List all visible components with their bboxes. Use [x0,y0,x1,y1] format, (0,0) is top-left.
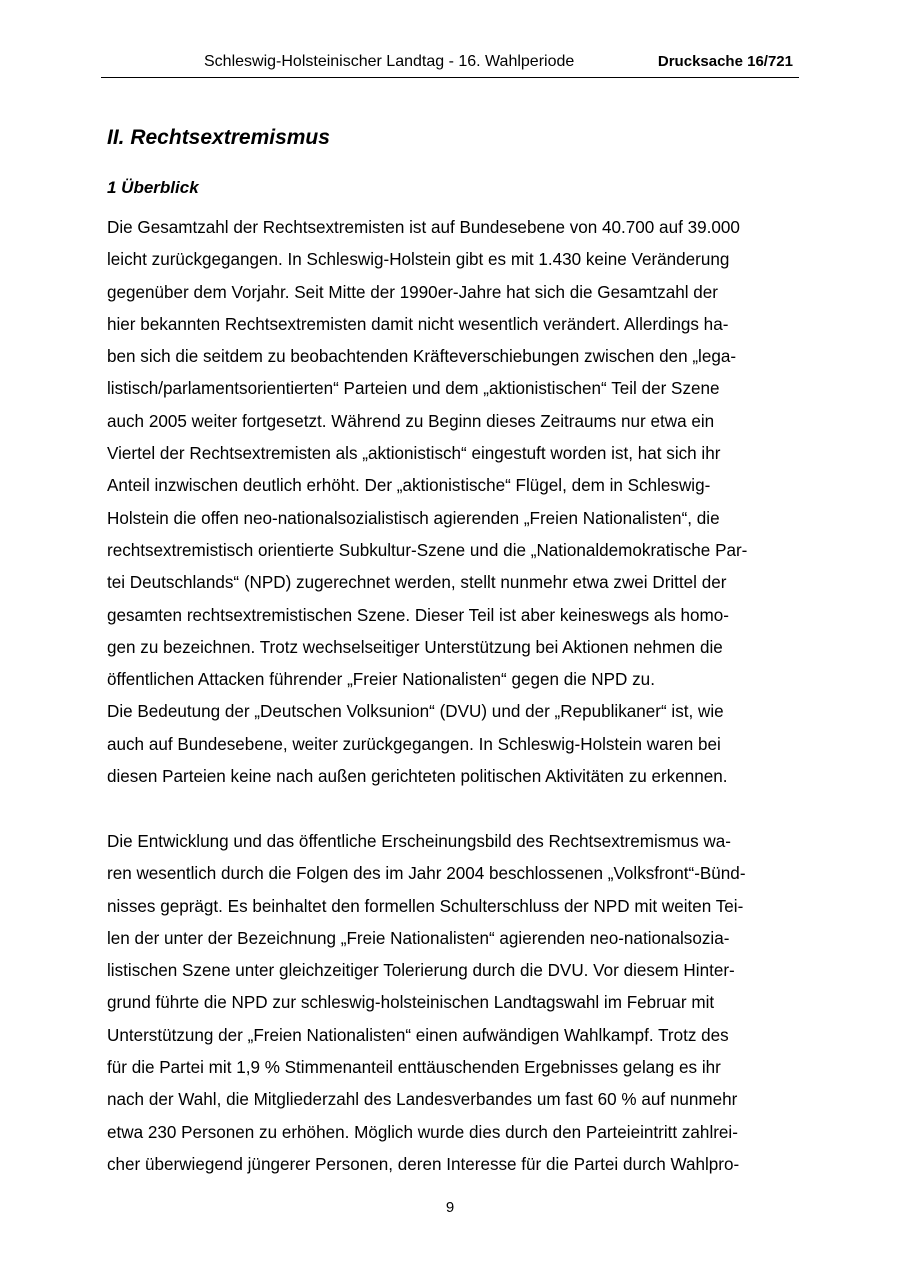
text-line: rechtsextremistisch orientierte Subkultur-Szene und die „Nationaldemokratische Par- [107,540,748,560]
text-line: listisch/parlamentsorientierten“ Parteien und dem „aktionistischen“ Teil der Szene [107,379,720,399]
text-line: nach der Wahl, die Mitgliederzahl des Landesverbandes um fast 60 % auf nunmehr [107,1090,738,1110]
text-line: Die Bedeutung der „Deutschen Volksunion“ (DVU) und der „Republikaner“ ist, wie [107,702,724,722]
text-line: ren wesentlich durch die Folgen des im Jahr 2004 beschlossenen „Volksfront“-Bünd- [107,864,746,884]
text-line: öffentlichen Attacken führender „Freier Nationalisten“ gegen die NPD zu. [107,670,655,690]
text-line: len der unter der Bezeichnung „Freie Nationalisten“ agierenden neo-nationalsozia- [107,928,730,948]
section-heading: 1 Überblick [107,178,199,197]
document-number: Drucksache 16/721 [657,53,793,70]
page-header [101,50,799,78]
text-line: gen zu bezeichnen. Trotz wechselseitiger Unterstützung bei Aktionen nehmen die [107,637,723,657]
header-title: Schleswig-Holsteinischer Landtag - 16. Wahlperiode [204,53,575,70]
text-line: Viertel der Rechtsextremisten als „aktionistisch“ eingestuft worden ist, hat sich ihr [107,444,721,464]
text-line: auch 2005 weiter fortgesetzt. Während zu Beginn dieses Zeitraums nur etwa ein [107,411,715,431]
page-number: 9 [445,1199,455,1216]
paragraph-block-2 [107,826,807,1181]
text-line: leicht zurückgegangen. In Schleswig-Holstein gibt es mit 1.430 keine Veränderung [107,250,730,270]
text-line: Die Gesamtzahl der Rechtsextremisten ist auf Bundesebene von 40.700 auf 39.000 [107,218,740,237]
text-line: listischen Szene unter gleichzeitiger Tolerierung durch die DVU. Vor diesem Hinter- [107,961,735,981]
text-line: Holstein die offen neo-nationalsozialistisch agierenden „Freien Nationalisten“, die [107,508,720,528]
text-line: für die Partei mit 1,9 % Stimmenanteil enttäuschenden Ergebnisses gelang es ihr [107,1058,721,1078]
text-line: grund führte die NPD zur schleswig-holsteinischen Landtagswahl im Februar mit [107,993,715,1013]
text-line: Unterstützung der „Freien Nationalisten“ einen aufwändigen Wahlkampf. Trotz des [107,1025,729,1045]
text-line: cher überwiegend jüngerer Personen, deren Interesse für die Partei durch Wahlpro- [107,1154,740,1174]
text-line: auch auf Bundesebene, weiter zurückgegangen. In Schleswig-Holstein waren bei [107,734,721,754]
text-line: tei Deutschlands“ (NPD) zugerechnet werden, stellt nunmehr etwa zwei Drittel der [107,573,727,593]
text-line: gegenüber dem Vorjahr. Seit Mitte der 1990er-Jahre hat sich die Gesamtzahl der [107,282,718,302]
text-line: ben sich die seitdem zu beobachtenden Kräfteverschiebungen zwischen den „lega- [107,347,737,367]
text-line: hier bekannten Rechtsextremisten damit nicht wesentlich verändert. Allerdings ha- [107,314,729,334]
chapter-heading: II. Rechtsextremismus [107,126,330,149]
text-line: Die Entwicklung und das öffentliche Erscheinungsbild des Rechtsextremismus wa- [107,832,731,851]
text-line: diesen Parteien keine nach außen gerichteten politischen Aktivitäten zu erkennen. [107,767,728,787]
paragraph-block-1 [107,212,807,793]
text-line: gesamten rechtsextremistischen Szene. Dieser Teil ist aber keineswegs als homo- [107,605,729,625]
text-line: Anteil inzwischen deutlich erhöht. Der „aktionistische“ Flügel, dem in Schleswig- [107,476,711,496]
text-line: etwa 230 Personen zu erhöhen. Möglich wurde dies durch den Parteieintritt zahlrei- [107,1122,738,1142]
text-line: nisses geprägt. Es beinhaltet den formellen Schulterschluss der NPD mit weiten Tei- [107,896,744,916]
